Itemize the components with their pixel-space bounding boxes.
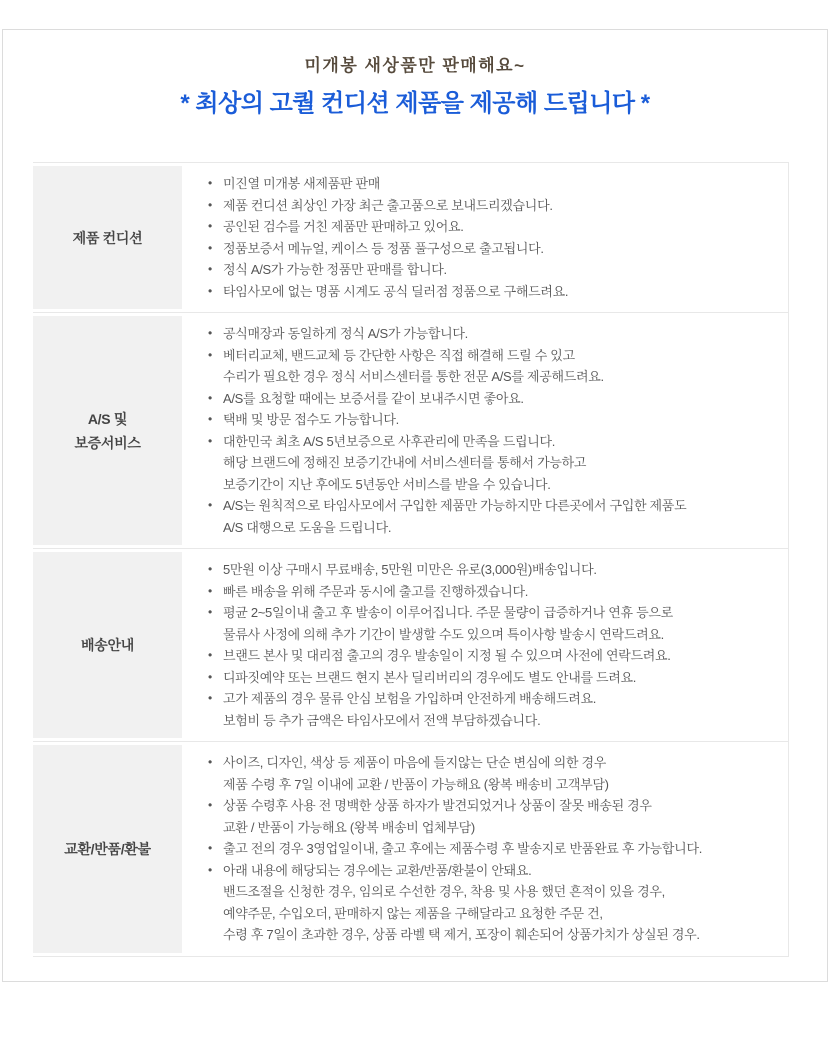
item-line: 교환 / 반품이 가능해요 (왕복 배송비 업체부담): [223, 819, 475, 835]
info-table: [33, 162, 789, 957]
bullet-icon: •: [208, 583, 213, 598]
item-lines: [223, 795, 778, 838]
list-item: [208, 838, 778, 860]
bullet-icon: •: [208, 219, 213, 233]
item-lines: [223, 259, 778, 281]
list-item: [208, 216, 778, 238]
item-line: 고가 제품의 경우 물류 안심 보험을 가입하며 안전하게 배송해드려요.: [223, 691, 597, 706]
bullet-icon: •: [208, 841, 213, 855]
item-lines: [223, 602, 778, 645]
handwriting-note: 미개봉 새상품만 판매해요~: [304, 56, 526, 75]
item-lines: [223, 431, 778, 496]
bullet-icon: •: [208, 669, 213, 684]
item-lines: [223, 838, 778, 860]
item-line: A/S를 요청할 때에는 보증서를 같이 보내주시면 좋아요.: [223, 390, 524, 406]
item-line: 해당 브랜드에 정해진 보증기간내에 서비스센터를 통해서 가능하고: [223, 455, 587, 470]
item-lines: [223, 559, 778, 581]
list-item: [208, 645, 778, 667]
list-item: [208, 281, 778, 303]
bullet-icon: •: [208, 262, 213, 276]
item-line: 대한민국 최초 A/S 5년보증으로 사후관리에 만족을 드립니다.: [223, 433, 556, 449]
item-lines: [223, 345, 778, 388]
section-row: [33, 313, 788, 549]
list-item: [208, 495, 778, 538]
section-content: [182, 549, 788, 741]
bullet-icon: •: [208, 862, 213, 877]
item-lines: [223, 281, 778, 303]
item-line: 브랜드 본사 및 대리점 출고의 경우 발송일이 지정 될 수 있으며 사전에 연락드려요.: [223, 648, 671, 663]
list-item: [208, 860, 778, 946]
item-lines: [223, 216, 778, 238]
section-label: [33, 316, 182, 545]
list-item: [208, 667, 778, 689]
bullet-icon: •: [208, 176, 213, 190]
section-row: [33, 742, 788, 957]
item-line: 상품 수령후 사용 전 명백한 상품 하자가 발견되었거나 상품이 잘못 배송된 경우: [223, 798, 652, 813]
item-line: 보험비 등 추가 금액은 타임사모에서 전액 부담하겠습니다.: [223, 712, 541, 728]
section-label-text: 배송안내: [81, 637, 134, 653]
section-label-text: 교환/반품/환불: [64, 840, 151, 857]
item-lines: [223, 688, 778, 731]
bullet-icon: •: [208, 605, 213, 619]
item-line: 5만원 이상 구매시 무료배송, 5만원 미만은 유로(3,000원)배송입니다.: [223, 562, 597, 577]
item-line: 수리가 필요한 경우 정식 서비스센터를 통한 전문 A/S를 제공해드려요.: [223, 369, 604, 384]
bullet-icon: •: [208, 390, 213, 405]
item-lines: [223, 173, 778, 195]
item-line: 출고 전의 경우 3영업일이내, 출고 후에는 제품수령 후 발송지로 반품완료 후 가능합니다.: [223, 841, 703, 856]
item-lines: [223, 860, 778, 946]
item-lines: [223, 645, 778, 667]
bullet-icon: •: [208, 562, 213, 576]
item-line: 택배 및 방문 접수도 가능합니다.: [223, 412, 399, 427]
item-line: 공인된 검수를 거친 제품만 판매하고 있어요.: [223, 219, 464, 234]
bullet-icon: •: [208, 755, 213, 769]
list-item: [208, 238, 778, 260]
section-content: [182, 163, 788, 312]
section-label: [33, 745, 182, 953]
item-line: 디파짓예약 또는 브랜드 현지 본사 딜리버리의 경우에도 별도 안내를 드려요.: [223, 669, 637, 685]
item-line: 베터리교체, 밴드교체 등 간단한 사항은 직접 해결해 드릴 수 있고: [223, 347, 575, 363]
bullet-icon: •: [208, 798, 213, 812]
item-line: 정식 A/S가 가능한 정품만 판매를 합니다.: [223, 262, 447, 277]
item-line: 제품 수령 후 7일 이내에 교환 / 반품이 가능해요 (왕복 배송비 고객부담): [223, 776, 609, 792]
item-line: 미진열 미개봉 새제품판 판매: [223, 176, 381, 191]
list-item: [208, 323, 778, 345]
bullet-icon: •: [208, 691, 213, 705]
page-border: [2, 29, 828, 982]
item-line: 평균 2~5일이내 출고 후 발송이 이루어집니다. 주문 물량이 급증하거나 연휴 등으로: [223, 605, 673, 620]
item-line: 밴드조절을 신청한 경우, 임의로 수선한 경우, 착용 및 사용 했던 흔적이 있을 경우,: [223, 884, 665, 899]
list-item: [208, 559, 778, 581]
section-label: [33, 552, 182, 738]
section-content: [182, 313, 788, 548]
section-row: [33, 549, 788, 742]
item-line: 보증기간이 지난 후에도 5년동안 서비스를 받을 수 있습니다.: [223, 476, 551, 492]
list-item: [208, 581, 778, 603]
item-lines: [223, 323, 778, 345]
bullet-icon: •: [208, 347, 213, 362]
item-lines: [223, 667, 778, 689]
item-line: 예약주문, 수입오더, 판매하지 않는 제품을 구해달라고 요청한 주문 건,: [223, 905, 603, 921]
item-lines: [223, 752, 778, 795]
bullet-icon: •: [208, 240, 213, 255]
item-lines: [223, 581, 778, 603]
bullet-icon: •: [208, 197, 213, 212]
item-lines: [223, 388, 778, 410]
bullet-icon: •: [208, 498, 213, 512]
list-item: [208, 409, 778, 431]
bullet-icon: •: [208, 648, 213, 662]
list-item: [208, 388, 778, 410]
item-line: 아래 내용에 해당되는 경우에는 교환/반품/환불이 안돼요.: [223, 862, 532, 878]
section-label-text: A/S 및: [87, 410, 128, 427]
section-label-text: 제품 컨디션: [72, 229, 143, 246]
list-item: [208, 602, 778, 645]
bullet-icon: •: [208, 283, 213, 298]
item-line: 물류사 사정에 의해 추가 기간이 발생할 수도 있으며 특이사항 발송시 연락드려요.: [223, 626, 664, 642]
page-title: * 최상의 고퀄 컨디션 제품을 제공해 드립니다 *: [180, 90, 650, 117]
item-line: A/S는 원칙적으로 타임사모에서 구입한 제품만 가능하지만 다른곳에서 구입한 제품도: [223, 498, 687, 513]
item-line: 타임사모에 없는 명품 시계도 공식 딜러점 정품으로 구해드려요.: [223, 283, 569, 299]
item-line: 수령 후 7일이 초과한 경우, 상품 라벨 택 제거, 포장이 훼손되어 상품가치가 상실된 경우.: [223, 927, 700, 942]
list-item: [208, 195, 778, 217]
list-item: [208, 173, 778, 195]
list-item: [208, 345, 778, 388]
item-line: A/S 대행으로 도움을 드립니다.: [223, 519, 392, 535]
item-lines: [223, 495, 778, 538]
item-lines: [223, 238, 778, 260]
item-line: 공식매장과 동일하게 정식 A/S가 가능합니다.: [223, 326, 468, 341]
bullet-icon: •: [208, 326, 213, 340]
section-content: [182, 742, 788, 956]
list-item: [208, 431, 778, 496]
item-line: 제품 컨디션 최상인 가장 최근 출고품으로 보내드리겠습니다.: [223, 197, 553, 213]
bullet-icon: •: [208, 412, 213, 426]
item-lines: [223, 409, 778, 431]
list-item: [208, 688, 778, 731]
item-line: 빠른 배송을 위해 주문과 동시에 출고를 진행하겠습니다.: [223, 583, 529, 599]
item-line: 정품보증서 메뉴얼, 케이스 등 정품 풀구성으로 출고됩니다.: [223, 240, 544, 256]
section-label-text: 보증서비스: [74, 434, 141, 451]
section-label: [33, 166, 182, 309]
item-lines: [223, 195, 778, 217]
list-item: [208, 259, 778, 281]
bullet-icon: •: [208, 433, 213, 448]
list-item: [208, 752, 778, 795]
section-row: [33, 163, 788, 313]
list-item: [208, 795, 778, 838]
item-line: 사이즈, 디자인, 색상 등 제품이 마음에 들지않는 단순 변심에 의한 경우: [223, 755, 606, 770]
